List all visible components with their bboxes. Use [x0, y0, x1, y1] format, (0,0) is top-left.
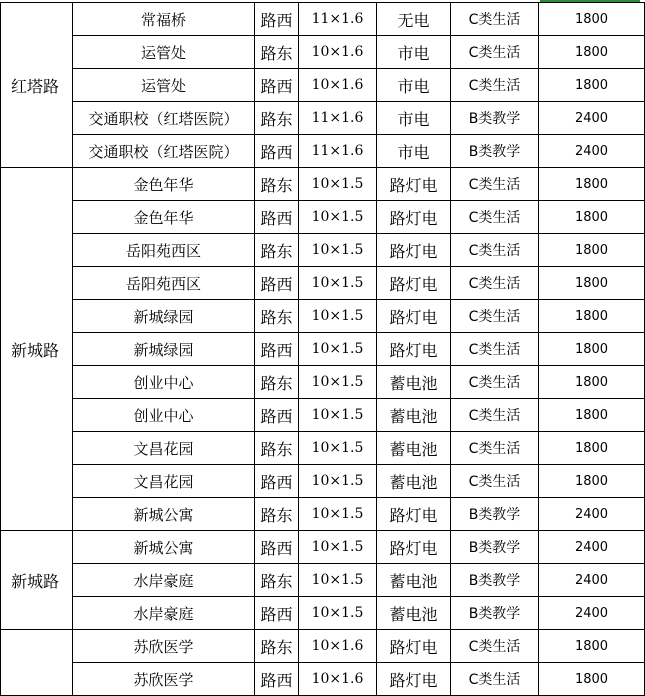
power-cell: 蓄电池: [377, 399, 451, 432]
category-cell: B类教学: [451, 102, 539, 135]
power-cell: 市电: [377, 69, 451, 102]
table-row: [1, 36, 645, 69]
side-cell: 路东: [255, 498, 299, 531]
power-cell: 路灯电: [377, 498, 451, 531]
value-cell: 2400: [539, 597, 645, 630]
spec-cell: 10×1.5: [299, 564, 377, 597]
category-cell: C类生活: [451, 300, 539, 333]
road-name-cell: 新城路: [1, 168, 73, 531]
category-cell: C类生活: [451, 267, 539, 300]
spec-cell: 10×1.5: [299, 168, 377, 201]
value-cell: 1800: [539, 630, 645, 663]
value-cell: 1800: [539, 267, 645, 300]
table-row: [1, 267, 645, 300]
side-cell: 路西: [255, 663, 299, 696]
table-row: [1, 135, 645, 168]
category-cell: C类生活: [451, 333, 539, 366]
table-row: [1, 201, 645, 234]
road-name-cell: 红塔路: [1, 3, 73, 168]
side-cell: 路西: [255, 201, 299, 234]
location-cell: 金色年华: [73, 201, 255, 234]
side-cell: 路西: [255, 465, 299, 498]
location-cell: 水岸豪庭: [73, 564, 255, 597]
table-row: [1, 564, 645, 597]
value-cell: 2400: [539, 531, 645, 564]
side-cell: 路西: [255, 135, 299, 168]
category-cell: B类教学: [451, 597, 539, 630]
location-cell: 交通职校（红塔医院）: [73, 135, 255, 168]
value-cell: 2400: [539, 102, 645, 135]
side-cell: 路东: [255, 168, 299, 201]
spec-cell: 10×1.5: [299, 432, 377, 465]
spec-cell: 10×1.5: [299, 597, 377, 630]
power-cell: 路灯电: [377, 267, 451, 300]
side-cell: 路东: [255, 300, 299, 333]
road-name-cell: 新城路: [1, 531, 73, 630]
category-cell: B类教学: [451, 531, 539, 564]
road-name-cell: [1, 630, 73, 696]
category-cell: C类生活: [451, 3, 539, 36]
category-cell: C类生活: [451, 168, 539, 201]
spec-cell: 10×1.6: [299, 630, 377, 663]
location-cell: 创业中心: [73, 366, 255, 399]
table-row: [1, 498, 645, 531]
category-cell: B类教学: [451, 498, 539, 531]
table-row: [1, 69, 645, 102]
spec-cell: 10×1.5: [299, 465, 377, 498]
power-cell: 路灯电: [377, 531, 451, 564]
location-cell: 新城公寓: [73, 531, 255, 564]
spec-cell: 10×1.6: [299, 36, 377, 69]
spec-cell: 10×1.5: [299, 234, 377, 267]
power-cell: 路灯电: [377, 333, 451, 366]
location-cell: 文昌花园: [73, 432, 255, 465]
spec-cell: 10×1.5: [299, 300, 377, 333]
value-cell: 1800: [539, 432, 645, 465]
category-cell: C类生活: [451, 663, 539, 696]
spec-cell: 10×1.5: [299, 267, 377, 300]
table-row: [1, 465, 645, 498]
location-cell: 创业中心: [73, 399, 255, 432]
category-cell: C类生活: [451, 630, 539, 663]
table-row: [1, 333, 645, 366]
side-cell: 路东: [255, 630, 299, 663]
location-cell: 新城公寓: [73, 498, 255, 531]
side-cell: 路东: [255, 366, 299, 399]
power-cell: 路灯电: [377, 201, 451, 234]
power-cell: 路灯电: [377, 630, 451, 663]
table-row: [1, 102, 645, 135]
side-cell: 路西: [255, 531, 299, 564]
table-row: [1, 234, 645, 267]
value-cell: 1800: [539, 399, 645, 432]
value-cell: 2400: [539, 498, 645, 531]
spec-cell: 10×1.5: [299, 201, 377, 234]
side-cell: 路西: [255, 333, 299, 366]
spec-cell: 11×1.6: [299, 102, 377, 135]
value-cell: 1800: [539, 465, 645, 498]
power-cell: 路灯电: [377, 234, 451, 267]
location-cell: 运管处: [73, 69, 255, 102]
side-cell: 路西: [255, 3, 299, 36]
power-cell: 无电: [377, 3, 451, 36]
value-cell: 1800: [539, 333, 645, 366]
power-cell: 市电: [377, 36, 451, 69]
value-cell: 1800: [539, 300, 645, 333]
power-cell: 路灯电: [377, 663, 451, 696]
table-row: [1, 3, 645, 36]
location-cell: 文昌花园: [73, 465, 255, 498]
category-cell: B类教学: [451, 564, 539, 597]
location-cell: 岳阳苑西区: [73, 267, 255, 300]
category-cell: C类生活: [451, 432, 539, 465]
side-cell: 路东: [255, 36, 299, 69]
power-cell: 路灯电: [377, 168, 451, 201]
side-cell: 路东: [255, 234, 299, 267]
value-cell: 2400: [539, 135, 645, 168]
table-row: [1, 663, 645, 696]
side-cell: 路西: [255, 267, 299, 300]
category-cell: C类生活: [451, 399, 539, 432]
power-cell: 市电: [377, 102, 451, 135]
side-cell: 路西: [255, 399, 299, 432]
location-cell: 交通职校（红塔医院）: [73, 102, 255, 135]
side-cell: 路西: [255, 69, 299, 102]
value-cell: 1800: [539, 3, 645, 36]
category-cell: C类生活: [451, 234, 539, 267]
value-cell: 1800: [539, 663, 645, 696]
value-cell: 1800: [539, 201, 645, 234]
spec-cell: 10×1.5: [299, 333, 377, 366]
power-cell: 蓄电池: [377, 432, 451, 465]
side-cell: 路西: [255, 597, 299, 630]
category-cell: C类生活: [451, 69, 539, 102]
spec-cell: 10×1.5: [299, 399, 377, 432]
table-row: [1, 597, 645, 630]
value-cell: 2400: [539, 564, 645, 597]
value-cell: 1800: [539, 366, 645, 399]
power-cell: 蓄电池: [377, 465, 451, 498]
side-cell: 路东: [255, 432, 299, 465]
spec-cell: 10×1.5: [299, 531, 377, 564]
spec-cell: 11×1.6: [299, 3, 377, 36]
location-cell: 苏欣医学: [73, 663, 255, 696]
category-cell: C类生活: [451, 201, 539, 234]
table-row: [1, 630, 645, 663]
location-cell: 金色年华: [73, 168, 255, 201]
spec-cell: 11×1.6: [299, 135, 377, 168]
table-row: [1, 399, 645, 432]
value-cell: 1800: [539, 69, 645, 102]
location-cell: 苏欣医学: [73, 630, 255, 663]
value-cell: 1800: [539, 36, 645, 69]
spec-cell: 10×1.6: [299, 69, 377, 102]
side-cell: 路东: [255, 564, 299, 597]
table-row: [1, 531, 645, 564]
side-cell: 路东: [255, 102, 299, 135]
table-row: [1, 300, 645, 333]
location-cell: 岳阳苑西区: [73, 234, 255, 267]
category-cell: C类生活: [451, 36, 539, 69]
power-cell: 路灯电: [377, 300, 451, 333]
table-body: [1, 3, 645, 696]
spec-cell: 10×1.6: [299, 663, 377, 696]
table-row: [1, 432, 645, 465]
location-cell: 运管处: [73, 36, 255, 69]
value-cell: 1800: [539, 168, 645, 201]
category-cell: C类生活: [451, 366, 539, 399]
spec-cell: 10×1.5: [299, 498, 377, 531]
power-cell: 市电: [377, 135, 451, 168]
table-row: [1, 366, 645, 399]
location-cell: 常福桥: [73, 3, 255, 36]
spec-cell: 10×1.5: [299, 366, 377, 399]
power-cell: 蓄电池: [377, 564, 451, 597]
category-cell: C类生活: [451, 465, 539, 498]
power-cell: 蓄电池: [377, 597, 451, 630]
value-cell: 1800: [539, 234, 645, 267]
location-cell: 水岸豪庭: [73, 597, 255, 630]
power-cell: 蓄电池: [377, 366, 451, 399]
billboard-table: [0, 2, 645, 696]
table-row: [1, 168, 645, 201]
location-cell: 新城绿园: [73, 333, 255, 366]
location-cell: 新城绿园: [73, 300, 255, 333]
category-cell: B类教学: [451, 135, 539, 168]
